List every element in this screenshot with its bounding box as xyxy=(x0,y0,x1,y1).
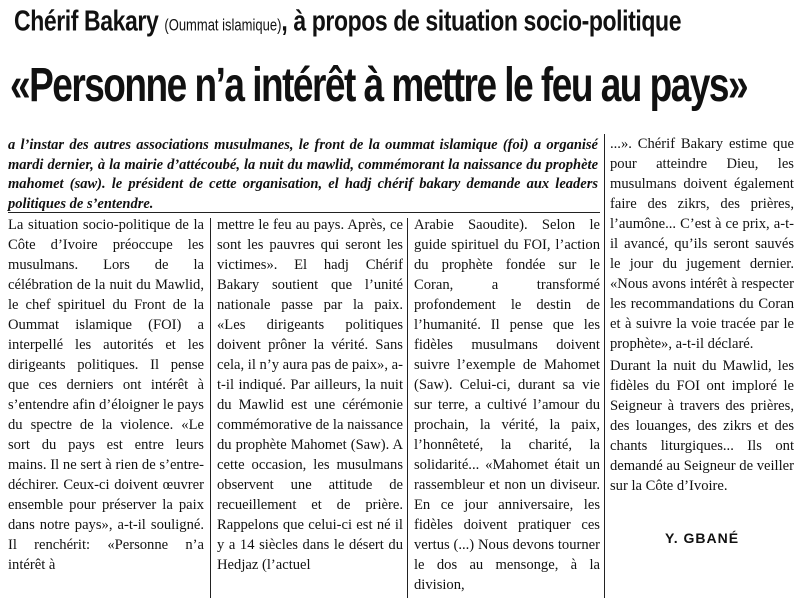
column-divider-2 xyxy=(407,218,408,598)
article-lead: a l’instar des autres associations musulmanes, le front de la oummat islamique (foi) a organisé mardi dernier, à la mairie d’attécoubé, la nuit du mawlid, commémorant la naissance du prophète mahomet (saw). le président de cette organisation, el hadj chérif bakary demande aux leaders politiques de s’entendre. xyxy=(8,137,598,212)
column-3-text: Arabie Saoudite). Selon le guide spirituel du FOI, l’action du prophète fondée sur le Coran, a transformé profondement le destin de l’humanité. Il pense que les fidèles musulmans doivent suivre l’exemple de Mahomet (Saw). Celui-ci, durant sa vie sur terre, a cultivé l’amour du prochain, la vérité, la paix, l’honnêteté, la charité, la solidarité... «Mahomet était un rassembleur et non un diviseur. En ce jour anniversaire, les fidèles doivent pratiquer ces vertus (...) Nous devons tourner le dos au mensonge, à la division, xyxy=(414,217,600,593)
column-2-text: mettre le feu au pays. Après, ce sont les pauvres qui seront les victimes». El hadj Chérif Bakary soutient que l’unité nationale passe par la paix. «Les dirigeants politiques doivent prôner la vérité. Sans cela, il n’y aura pas de paix», a-t-il indiqué. Par ailleurs, la nuit du Mawlid est une cérémonie commémorative de la naissance du prophète Mahomet (Saw). A cette occasion, les musulmans observent une attitude de recueillement et de prière. Rappelons que celui-ci est né il y a 14 siècles dans le désert du Hedjaz (l’actuel xyxy=(217,217,403,573)
kicker-org: (Oummat islamique) xyxy=(164,15,282,34)
column-divider-1 xyxy=(210,218,211,598)
article-kicker xyxy=(14,4,794,38)
lead-divider xyxy=(8,212,600,213)
kicker-topic: , à propos de situation socio-politique xyxy=(281,4,682,37)
column-4-paragraph-2: Durant la nuit du Mawlid, les fidèles du FOI ont imploré le Seigneur à travers des prières, des louanges, des zikrs et des chants liturgiques... Ils ont demandé au Seigneur de veiller sur la Côte d’Ivoire. xyxy=(610,358,794,494)
article-column-1 xyxy=(8,215,204,575)
article-headline: «Personne n’a intérêt à mettre le feu au pays» xyxy=(10,58,748,112)
author-signature: Y. GBANÉ xyxy=(664,530,740,546)
column-divider-3 xyxy=(604,134,605,598)
kicker-name: Chérif Bakary xyxy=(14,4,159,37)
article-column-2 xyxy=(217,215,403,575)
column-1-text: La situation socio-politique de la Côte d’Ivoire préoccupe les musulmans. Lors de la célébration de la nuit du Mawlid, le chef spirituel du Front de la Oummat islamique (FOI) a interpellé les autorités et les dirigeants politiques. Il pense que ces derniers ont intérêt à s’entendre afin d’éloigner le pays du spectre de la violence. «Le sort du pays est entre leurs mains. Il ne sert à rien de s’entre-déchirer. Ceux-ci doivent œuvrer ensemble pour préserver la paix dans notre pays», a-t-il souligné. Il renchérit: «Personne n’a intérêt à xyxy=(8,217,204,573)
column-4-paragraph-1: ...». Chérif Bakary estime que pour atteindre Dieu, les musulmans doivent également faire des zikrs, des prières, l’aumône... C’est à ce prix, a-t-il avancé, qu’ils seront sauvés le jour du jugement dernier. «Nous avons intérêt à respecter les recommandations du Coran et à suivre la voie tracée par le prophète», a-t-il déclaré. xyxy=(610,136,794,352)
article-column-3 xyxy=(414,215,600,595)
article-column-4 xyxy=(610,134,794,496)
